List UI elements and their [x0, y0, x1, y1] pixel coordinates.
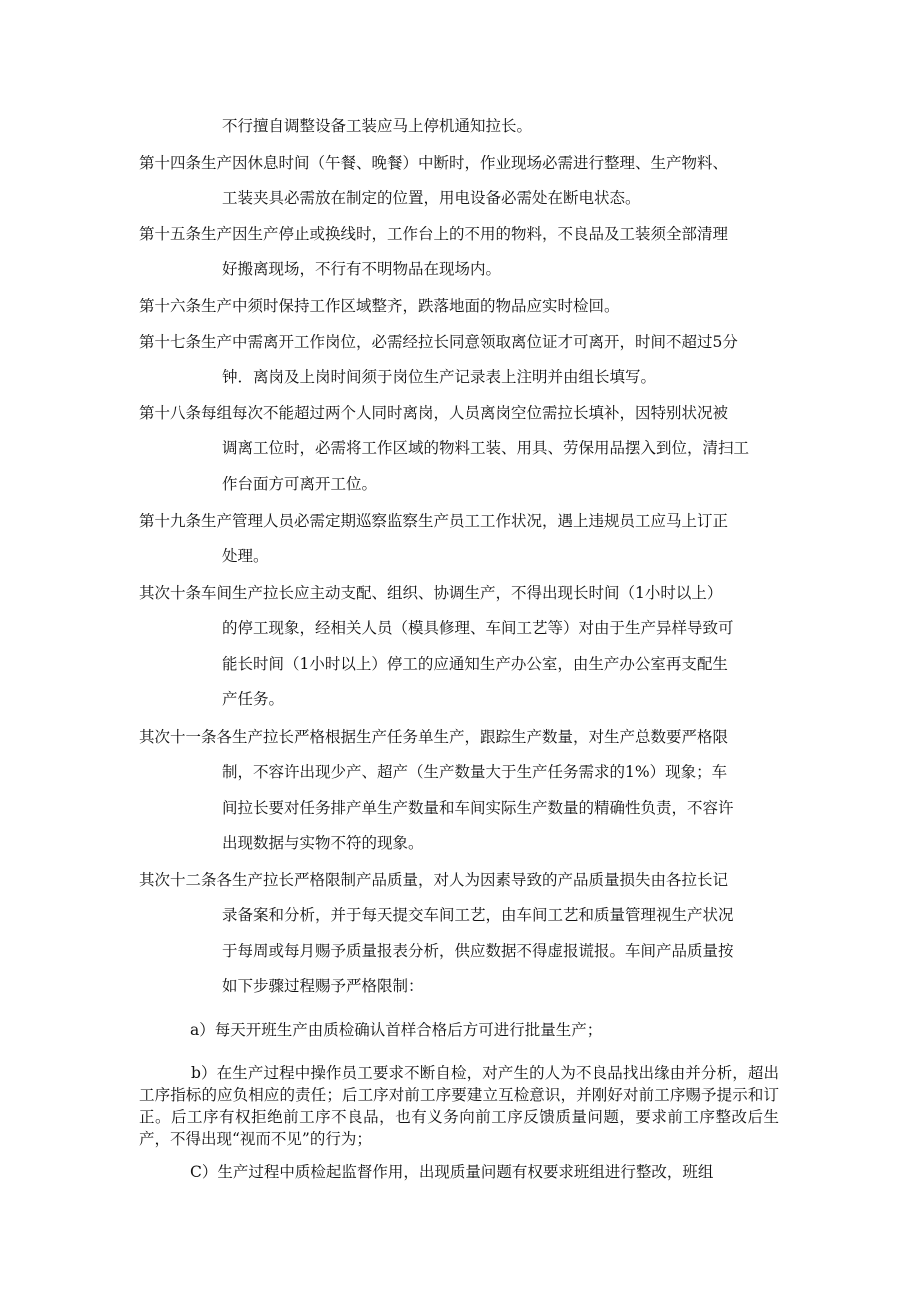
article-22-line-4: 如下步骤过程赐予严格限制： — [222, 977, 424, 995]
article-15-line-2: 好搬离现场，不行有不明物品在现场内。 — [222, 260, 502, 278]
article-20-line-2: 的停工现象，经相关人员（模具修理、车间工艺等）对由于生产异样导致可 — [222, 619, 734, 637]
article-21-line-1: 其次十一条各生产拉长严格根据生产任务单生产，跟踪生产数量，对生产总数要严格限 — [139, 728, 729, 746]
article-21-line-2: 制，不容许出现少产、超产（生产数量大于生产任务需求的1%）现象；车 — [222, 763, 728, 781]
article-21-line-3: 间拉长要对任务排产单生产数量和车间实际生产数量的精确性负责，不容许 — [222, 799, 734, 817]
article-22-line-1: 其次十二条各生产拉长严格限制产品质量，对人为因素导致的产品质量损失由各拉长记 — [139, 871, 729, 889]
article-21-line-4: 出现数据与实物不符的现象。 — [222, 834, 424, 852]
article-19-line-2: 处理。 — [222, 547, 269, 565]
step-a: a）每天开班生产由质检确认首样合格后方可进行批量生产； — [190, 1021, 603, 1039]
article-20-line-3: 能长时间（1小时以上）停工的应通知生产办公室，由生产办公室再支配生 — [222, 655, 728, 673]
article-20-line-1: 其次十条车间生产拉长应主动支配、组织、协调生产，不得出现长时间（1小时以上） — [139, 584, 723, 602]
article-17-line-1: 第十七条生产中需离开工作岗位，必需经拉长同意领取离位证才可离开，时间不超过5分 — [139, 333, 738, 351]
article-16-line-1: 第十六条生产中须时保持工作区域整齐，跌落地面的物品应实时检回。 — [139, 297, 620, 315]
article-22-line-3: 于每周或每月赐予质量报表分析，供应数据不得虚报谎报。车间产品质量按 — [222, 942, 734, 960]
article-22-line-2: 录备案和分析，并于每天提交车间工艺，由车间工艺和质量管理视生产状况 — [222, 906, 734, 924]
article-18-line-2: 调离工位时，必需将工作区域的物料工装、用具、劳保用品摆入到位，清扫工 — [222, 439, 750, 457]
article-15-line-1: 第十五条生产因生产停止或换线时，工作台上的不用的物料，不良品及工装须全部清理 — [139, 225, 729, 243]
article-18-line-3: 作台面方可离开工位。 — [222, 475, 378, 493]
article-19-line-1: 第十九条生产管理人员必需定期巡察监察生产员工工作状况，遇上违规员工应马上订正 — [139, 512, 729, 530]
step-c: C）生产过程中质检起监督作用，出现质量问题有权要求班组进行整改，班组 — [190, 1163, 714, 1181]
article-14-line-1: 第十四条生产因休息时间（午餐、晚餐）中断时，作业现场必需进行整理、生产物料、 — [139, 154, 729, 172]
line-01: 不行擅自调整设备工装应马上停机通知拉长。 — [222, 117, 533, 135]
article-17-line-2: 钟．离岗及上岗时间须于岗位生产记录表上注明并由组长填写。 — [222, 368, 657, 386]
article-18-line-1: 第十八条每组每次不能超过两个人同时离岗，人员离岗空位需拉长填补，因特别状况被 — [139, 404, 729, 422]
article-14-line-2: 工装夹具必需放在制定的位置，用电设备必需处在断电状态。 — [222, 189, 641, 207]
article-20-line-4: 产任务。 — [222, 690, 285, 708]
step-b-paragraph: b）在生产过程中操作员工要求不断自检，对产生的人为不良品找出缘由并分析，超出工序指标的应负相应的责任；后工序对前工序要建立互检意识，并刚好对前工序赐予提示和订正。后工序有权拒绝前工序不良品，也有义务向前工序反馈质量问题，要求前工序整改后生产，不得出现“视而不见”的行为； — [139, 1064, 779, 1148]
